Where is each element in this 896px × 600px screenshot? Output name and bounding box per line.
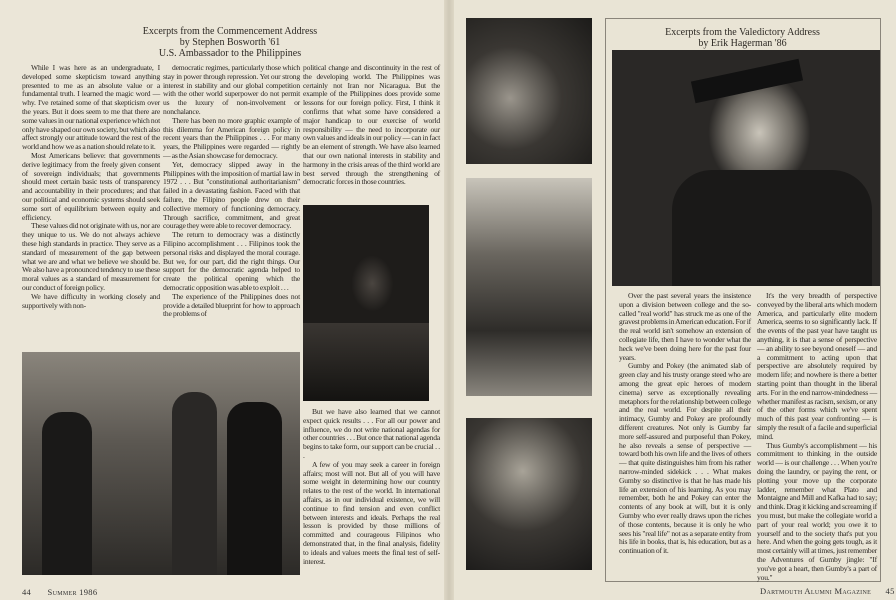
photo-valedictorian <box>612 50 880 286</box>
article-column-2 <box>163 64 300 319</box>
header-line-3: U.S. Ambassador to the Philippines <box>158 48 302 59</box>
paragraph: We have difficulty in working closely and supportively with non- <box>22 291 160 310</box>
paragraph: democratic regimes, particularly those which stay in power through repression. Yet our strong interest in stability and our global competition with the other world superpower do not permit us the luxury of non-involvement or nonchalance. <box>163 63 300 116</box>
paragraph: While I was here as an undergraduate, I developed some skepticism toward anything presented to me as an absolute value or a fundamental truth. I learned the magic word — why. I've retained some of that skepticism over the years. But it does seem to me that there are some values in our national experience which not only have shaped our own society, but which also affect strongly our attitude toward the rest of the world and how we as a nation should relate to it. <box>22 63 160 152</box>
article-column-1 <box>22 64 160 310</box>
magazine-name: Dartmouth Alumni Magazine <box>760 586 872 596</box>
photo-commencement-ceremony <box>22 352 300 575</box>
article-column-3-bottom <box>303 408 440 566</box>
paragraph: A few of you may seek a career in foreign affairs; most will not. But all of you will have some weight in determining how our country relates to the rest of the world. In international affairs, as in our individual existence, we will continue to find tension and even conflict between interests and ideals. Perhaps the real lesson is provided by those millions of committed and courageous Filipinos who demonstrated that, in the final analysis, fidelity to ideals and values meets the final test of self-interest. <box>303 459 440 566</box>
paragraph: The experience of the Philippines does not provide a detailed blueprint for how to approach the problems of <box>163 291 300 319</box>
header-line-2: by Stephen Bosworth '61 <box>179 37 281 48</box>
header-line-2: by Erik Hagerman '86 <box>698 38 787 49</box>
photo-graduates-embracing <box>466 418 592 570</box>
paragraph: It's the very breadth of perspective conveyed by the liberal arts which modern America, and particularly elite modern America, seems to so significantly lack. If the events of the past year have taught us anything, it is that a sense of perspective — an ability to see beyond oneself — and a commitment to acting upon that perspective are absolutely required by modern life; and nowhere is there a better starting point than thought in the liberal arts. For in the end narrow-mindedness — whether manifest as racism, sexism, or any of the other forms which we've spent much of this past year confronting — is simply the result of a facile and superficial mind. <box>757 291 877 441</box>
valedictory-column-1 <box>619 292 751 556</box>
photo-graduate-portrait <box>303 205 429 401</box>
header-line-1: Excerpts from the Commencement Address <box>142 26 318 37</box>
page-number: 44 <box>22 587 32 597</box>
valedictory-header <box>610 27 875 49</box>
photo-procession <box>466 178 592 396</box>
left-footer <box>22 587 97 597</box>
issue-date: Summer 1986 <box>47 587 98 597</box>
paragraph: The return to democracy was a distinctly Filipino accomplishment . . . Filipinos took the personal risks and displayed the moral courage. But we, for our part, did the right things. Our support for the democratic agenda helped to create the political opening which the democratic opposition was able to exploit . . . <box>163 230 300 292</box>
valedictory-column-2 <box>757 292 877 582</box>
commencement-header <box>60 26 400 59</box>
paragraph: Yet, democracy slipped away in the Philippines with the imposition of martial law in 1972 . . . But "constitutional authoritarianism" failed in a devastating fashion. Faced with that failure, the Filipino people drew on their collective memory of functioning democracy. Through sacrifice, commitment, and great courage they were able to recover democracy. <box>163 159 300 231</box>
paragraph: But we have also learned that we cannot expect quick results . . . For all our power and influence, we do not write national agendas for other countries . . . But once that national agenda begins to take form, our support can be crucial . . . <box>303 407 440 460</box>
right-footer <box>760 586 895 596</box>
page-number: 45 <box>885 586 895 596</box>
header-line-1: Excerpts from the Valedictory Address <box>665 27 820 38</box>
paragraph: political change and discontinuity in the rest of the developing world. The Philippines was certainly not Iran nor Nicaragua. But the example of the Philippines does provide some lessons for our foreign policy. First, I think it confirms that what some have considered a major handicap to our exercise of world responsibility — the need to incorporate our own values and ideals in our policy — can in fact be an element of strength. We have also learned that our own national interests in stability and harmony in the crisis areas of the third world are best served through the strengthening of democratic forces in those countries. <box>303 63 440 187</box>
paragraph: Most Americans believe: that governments derive legitimacy from the freely given consent of sovereign individuals; that governments should meet certain basic tests of transparency and accountability in their procedures; and that our political and economic systems should seek some sort of equilibrium between equity and efficiency. <box>22 150 160 222</box>
paragraph: Gumby and Pokey (the animated slab of green clay and his trusty orange steed who are among the great epic heroes of modern cinema) serve as exceptionally revealing metaphors for the relationship between college and the real world. For despite all their intimacy, Gumby and Pokey are profoundly different creatures. Not only is Gumby far more self-assured and purposeful than Pokey, he also reveals a sense of perspective — toward both his own life and the lives of others — that quite distinguishes him from his rather narrow-minded sidekick . . . What makes Gumby so distinctive is that he has made his life an extension of his learning. As you may remember, both he and Pokey can enter the contents of any book at will, but it is only Gumby who ever really draws upon the riches of those contents, because it is only he who sees his "real life" not as a separate entity from his life in books, that is, his education, but as a continuation of it. <box>619 361 751 556</box>
photo-graduates-smiling <box>466 18 592 164</box>
article-column-3-top <box>303 64 440 187</box>
paragraph: Over the past several years the insistence upon a division between college and the so-called "real world" has struck me as one of the gravest problems in American education. For if the real world isn't somehow an extension of collegiate life, then I have to wonder what the heck we've been doing here for the past four years. <box>619 291 752 362</box>
paragraph: These values did not originate with us, nor are they unique to us. We do not always achieve these high standards in practice. They serve as a standard of measurement of the gap between what we are and what we believe we should be. We also have a pronounced tendency to use these moral values as a standard of measurement for our conduct of foreign policy. <box>22 221 160 292</box>
paragraph: Thus Gumby's accomplishment — his commitment to thinking in the outside world — is our challenge . . . When you're doing the laundry, or paying the rent, or plotting your move up the corporate ladder, remember what Plato and Montaigne and Mill and Kafka had to say; and think. Drag it kicking and screaming if you must, but make the collegiate world a part of your real world; you owe it to yourself and to the society that's put you here. And when the going gets tough, as it most certainly will at times, just remember the Adventures of Gumby jingle: "If you've got a heart, then Gumby's a part of you." <box>757 440 877 582</box>
page-gutter <box>444 0 454 600</box>
paragraph: There has been no more graphic example of this dilemma for American foreign policy in recent years than the Philippines . . . For many years, the Philippines were regarded — rightly — as the Asian showcase for democracy. <box>163 115 300 160</box>
